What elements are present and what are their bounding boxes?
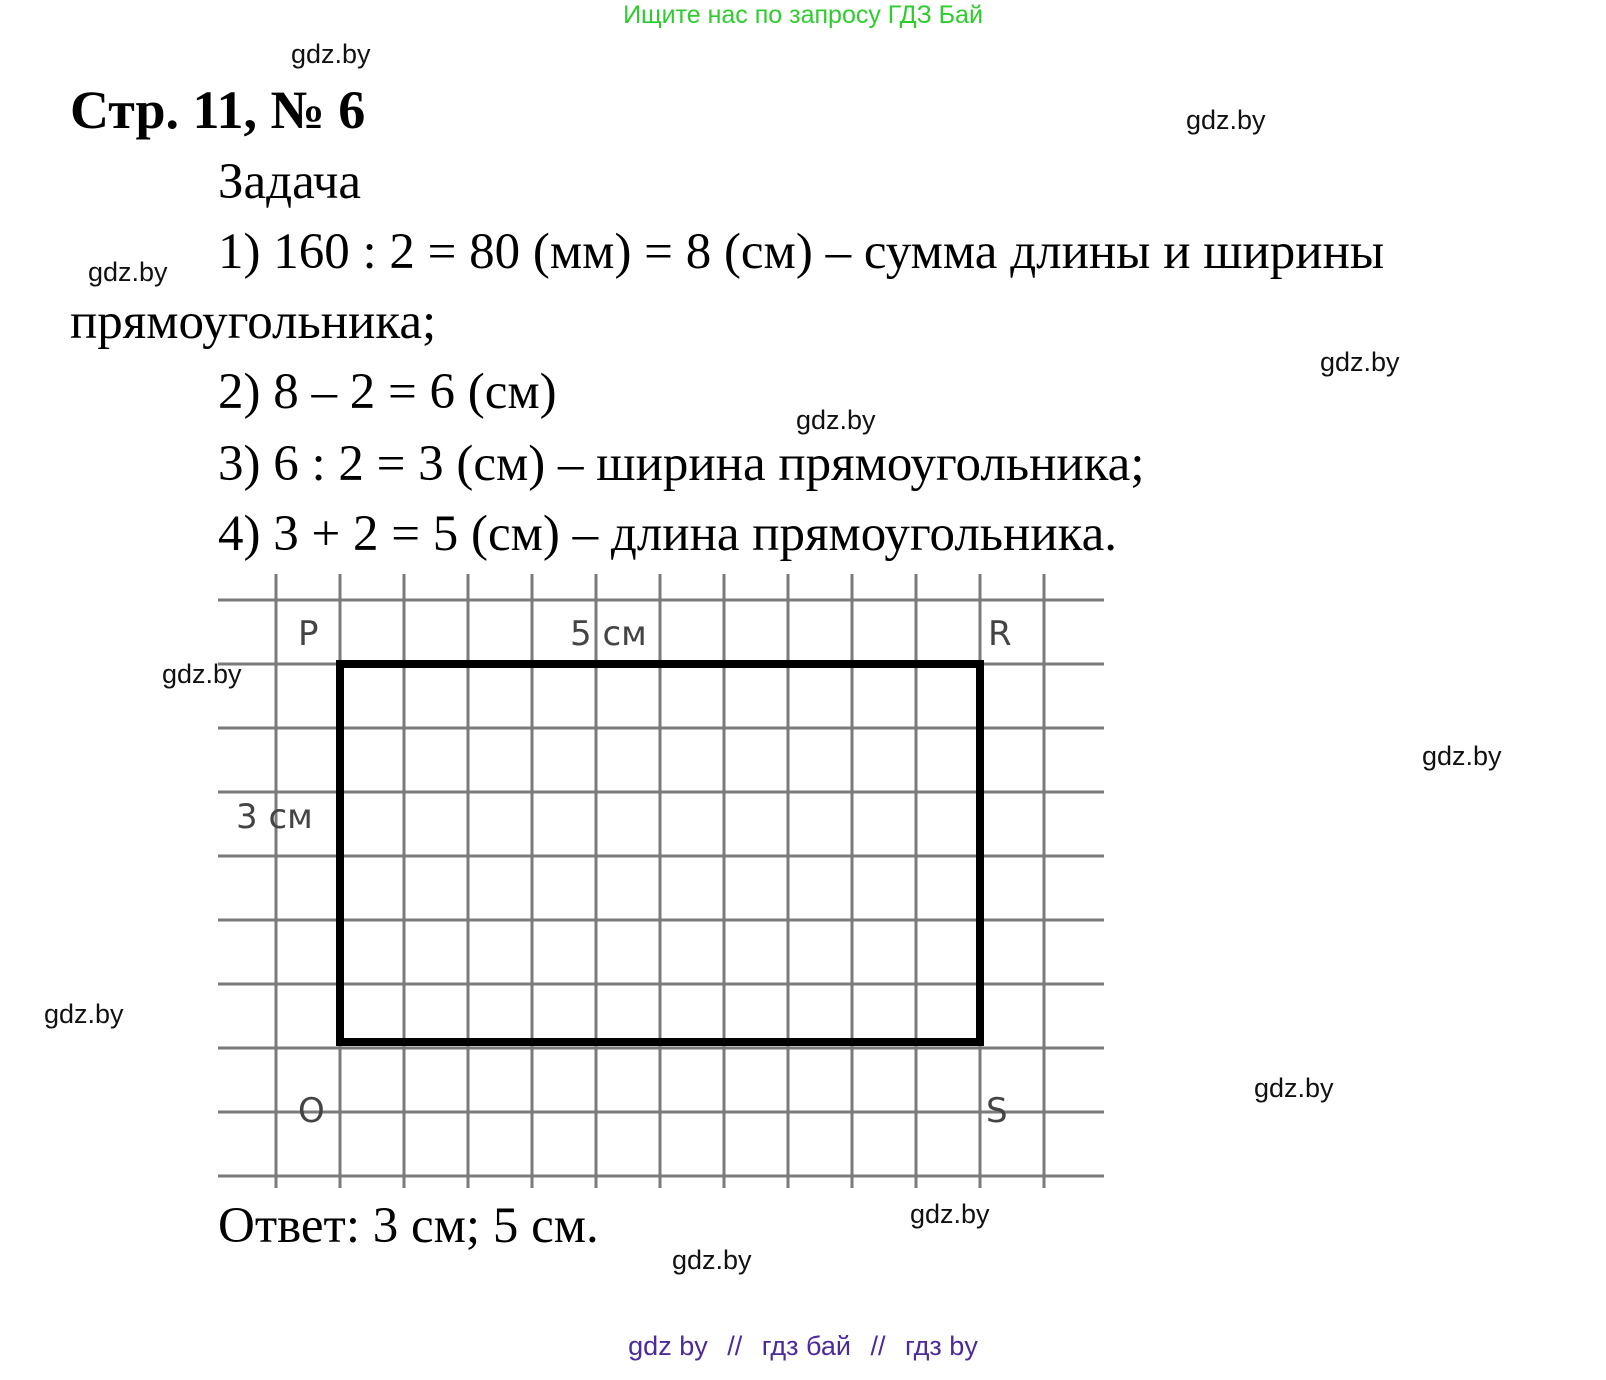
- watermark: gdz.by: [1254, 1073, 1334, 1103]
- watermark: gdz.by: [44, 999, 124, 1029]
- footer-link-gdz-by[interactable]: gdz by: [628, 1331, 708, 1361]
- watermark: gdz.by: [88, 257, 168, 287]
- width-label: 3 см: [236, 797, 313, 837]
- solution-step-2: 2) 8 – 2 = 6 (см): [218, 364, 557, 420]
- task-label: Задача: [218, 154, 362, 210]
- watermark: gdz.by: [910, 1199, 990, 1229]
- watermark: gdz.by: [291, 39, 371, 69]
- watermark: gdz.by: [672, 1245, 752, 1275]
- search-banner[interactable]: Ищите нас по запросу ГДЗ Бай: [623, 1, 983, 29]
- footer-separator: //: [727, 1331, 743, 1361]
- watermark: gdz.by: [1422, 741, 1502, 771]
- solution-step-4: 4) 3 + 2 = 5 (см) – длина прямоугольника.: [218, 506, 1117, 562]
- vertex-label-p: P: [298, 614, 319, 654]
- vertex-label-r: R: [988, 614, 1012, 654]
- length-label: 5 см: [570, 614, 647, 654]
- footer-links: [0, 1330, 1606, 1362]
- watermark: gdz.by: [1320, 347, 1400, 377]
- footer-separator: //: [870, 1331, 886, 1361]
- solution-step-1: 1) 160 : 2 = 80 (мм) = 8 (см) – сумма длины и ширины: [218, 224, 1385, 280]
- watermark: gdz.by: [796, 405, 876, 435]
- vertex-label-s: S: [986, 1091, 1008, 1131]
- page-title: Стр. 11, № 6: [70, 80, 366, 140]
- footer-link-gdz-by-2[interactable]: гдз by: [905, 1331, 978, 1361]
- watermark: gdz.by: [1186, 105, 1266, 135]
- footer-link-gdz-bai[interactable]: гдз бай: [761, 1331, 851, 1361]
- solution-step-3: 3) 6 : 2 = 3 (см) – ширина прямоугольника;: [218, 436, 1145, 492]
- vertex-label-o: O: [298, 1091, 325, 1131]
- watermark: gdz.by: [162, 659, 242, 689]
- answer: Ответ: 3 см; 5 см.: [218, 1198, 599, 1254]
- solution-step-1-continued: прямоугольника;: [70, 294, 437, 350]
